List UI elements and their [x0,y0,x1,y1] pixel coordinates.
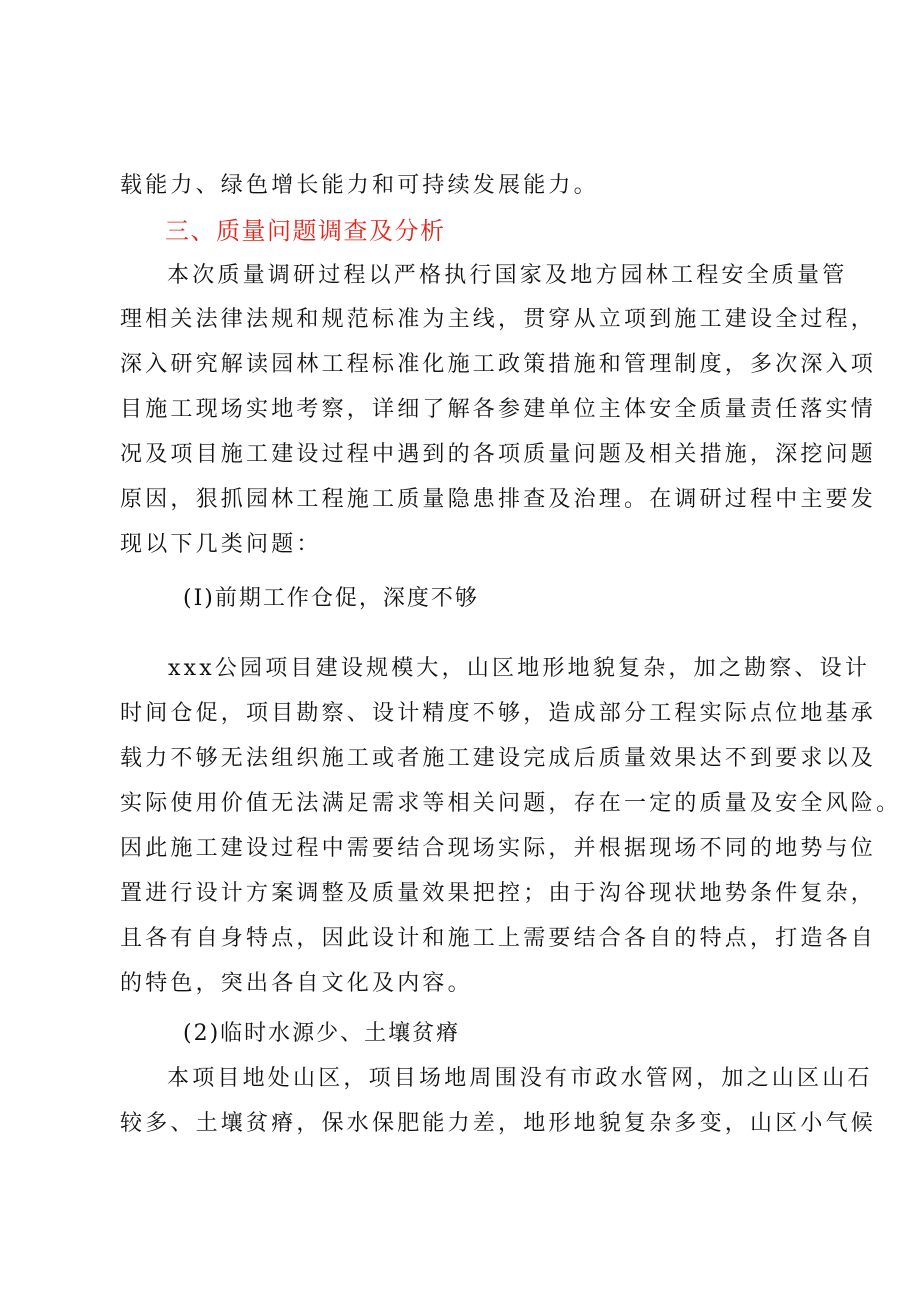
paragraph-line: 本项目地处山区，项目场地周围没有市政水管网，加之山区山石 [167,1066,873,1091]
paragraph-line: 理相关法律法规和规范标准为主线，贯穿从立项到施工建设全过程， [120,307,877,332]
subsection-heading: (2)临时水源少、土壤贫瘠 [183,1021,461,1046]
paragraph-line: 较多、土壤贫瘠，保水保肥能力差，地形地貌复杂多变，山区小气候 [120,1111,877,1136]
paragraph-line: 载能力、绿色增长能力和可持续发展能力。 [120,173,599,198]
paragraph-line: 况及项目施工建设过程中遇到的各项质量问题及相关措施，深挖问题 [120,442,877,467]
paragraph-line: 时间仓促，项目勘察、设计精度不够，造成部分工程实际点位地基承 [120,701,877,726]
paragraph-line: 载力不够无法组织施工或者施工建设完成后质量效果达不到要求以及 [120,746,877,771]
paragraph-line: 且各有自身特点，因此设计和施工上需要结合各自的特点，打造各自 [120,926,877,951]
paragraph-line: 的特色，突出各自文化及内容。 [120,971,473,996]
paragraph-line: 原因，狠抓园林工程施工质量隐患排查及治理。在调研过程中主要发 [120,487,877,512]
paragraph-line: 因此施工建设过程中需要结合现场实际，并根据现场不同的地势与位 [120,836,877,861]
paragraph-line: 本次质量调研过程以严格执行国家及地方园林工程安全质量管 [167,263,848,288]
subsection-heading: (I)前期工作仓促，深度不够 [183,586,479,611]
paragraph-line: xxx公园项目建设规模大，山区地形地貌复杂，加之勘察、设计 [168,656,871,681]
paragraph-line: 现以下几类问题： [120,532,322,557]
paragraph-line: 深入研究解读园林工程标准化施工政策措施和管理制度，多次深入项 [120,352,877,377]
paragraph-line: 目施工现场实地考察，详细了解各参建单位主体安全质量责任落实情 [120,397,877,422]
paragraph-line: 实际使用价值无法满足需求等相关问题，存在一定的质量及安全风险。 [120,791,902,816]
paragraph-line: 置进行设计方案调整及质量效果把控；由于沟谷现状地势条件复杂， [120,881,877,906]
section-heading: 三、质量问题调查及分析 [165,217,446,245]
